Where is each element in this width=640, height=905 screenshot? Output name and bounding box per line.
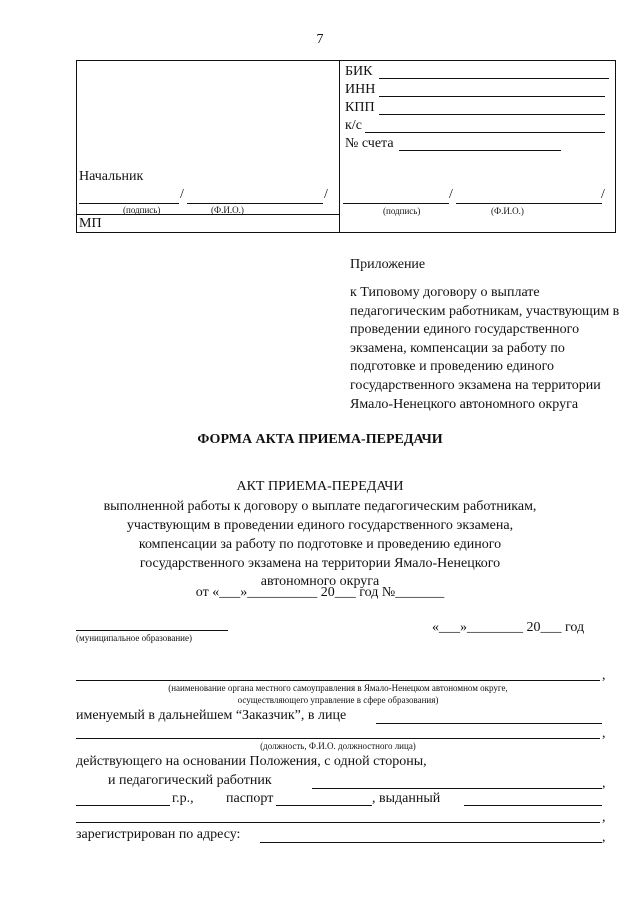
table-vertical-divider (339, 61, 340, 232)
page-number: 7 (316, 32, 324, 47)
issued-label: , выданный (372, 791, 441, 806)
kpp-label: КПП (345, 100, 375, 115)
passport-label: паспорт (226, 791, 274, 806)
table-horizontal-divider (77, 214, 339, 215)
basis-line: действующего на основании Положения, с одной стороны, (76, 754, 427, 769)
organ-name-field[interactable] (76, 680, 600, 681)
teacher-name-field[interactable] (312, 788, 602, 789)
ks-label: к/с (345, 118, 362, 133)
sign-caption: (подпись) (383, 206, 421, 216)
account-field[interactable] (399, 150, 561, 151)
right-fio-field[interactable] (456, 203, 602, 204)
ks-field[interactable] (365, 132, 605, 133)
ks-row (345, 117, 362, 135)
issued-by-field[interactable] (464, 805, 602, 806)
appendix-text: к Типовому договору о выплате педагогическим работникам, участвующим в проведении единого государственного экзамена, компенсации за работу по подготовке и проведению единого государственного экзамена на территории Ямало-Ненецкого автономного округа (350, 285, 620, 412)
passport-field[interactable] (276, 805, 372, 806)
stamp-label: МП (79, 216, 102, 231)
chief-label: Начальник (79, 169, 144, 184)
issued-by-continuation-field[interactable] (76, 822, 600, 823)
act-line: компенсации за работу по подготовке и проведению единого (138, 537, 502, 552)
signature-slash: / (180, 187, 184, 202)
fio-caption: (Ф.И.О.) (491, 206, 524, 216)
kpp-row (345, 99, 375, 117)
requisites-table (76, 60, 616, 233)
account-row (345, 135, 394, 153)
comma: , (602, 830, 606, 845)
birth-year-field[interactable] (76, 805, 170, 806)
bik-row (345, 63, 373, 81)
position-field[interactable] (76, 738, 600, 739)
appendix-label: Приложение (350, 257, 426, 272)
position-caption: (должность, Ф.И.О. должностного лица) (260, 741, 416, 751)
birth-year-label: г.р., (172, 791, 194, 806)
account-label: № счета (345, 136, 394, 151)
act-date-line: от «___»__________ 20___ год №_______ (195, 585, 445, 600)
comma: , (602, 668, 606, 683)
act-line: выполненной работы к договору о выплате педагогическим работникам, (103, 499, 537, 514)
organ-caption: (наименование органа местного самоуправления в Ямало-Ненецком автономном округе, (168, 683, 508, 693)
act-line: участвующим в проведении единого государственного экзамена, (126, 518, 514, 533)
comma: , (602, 776, 606, 791)
signature-slash: / (449, 187, 453, 202)
signature-slash: / (601, 187, 605, 202)
act-line: автономного округа (260, 574, 380, 589)
municipality-field[interactable] (76, 630, 228, 631)
teacher-line: и педагогический работник (108, 773, 272, 788)
comma: , (602, 810, 606, 825)
chief-fio-field[interactable] (187, 203, 323, 204)
customer-line: именуемый в дальнейшем “Заказчик”, в лице (76, 708, 347, 723)
chief-signature-field[interactable] (79, 203, 179, 204)
act-line: государственного экзамена на территории Ямало-Ненецкого (139, 556, 501, 571)
bik-field[interactable] (379, 78, 609, 79)
inn-field[interactable] (379, 96, 605, 97)
customer-representative-field[interactable] (376, 723, 602, 724)
date-right: «___»________ 20___ год (432, 620, 585, 635)
signature-slash: / (324, 187, 328, 202)
right-signature-field[interactable] (343, 203, 449, 204)
organ-caption: осуществляющего управление в сфере образования) (237, 695, 439, 705)
act-title: АКТ ПРИЕМА-ПЕРЕДАЧИ (236, 479, 404, 494)
bik-label: БИК (345, 64, 373, 79)
inn-label: ИНН (345, 82, 376, 97)
inn-row (345, 81, 375, 99)
fio-caption: (Ф.И.О.) (211, 205, 244, 215)
kpp-field[interactable] (379, 114, 605, 115)
address-field[interactable] (260, 842, 602, 843)
municipality-caption: (муниципальное образование) (76, 633, 192, 643)
registered-label: зарегистрирован по адресу: (76, 827, 241, 842)
comma: , (602, 726, 606, 741)
sign-caption: (подпись) (123, 205, 161, 215)
form-title: ФОРМА АКТА ПРИЕМА-ПЕРЕДАЧИ (197, 432, 443, 447)
